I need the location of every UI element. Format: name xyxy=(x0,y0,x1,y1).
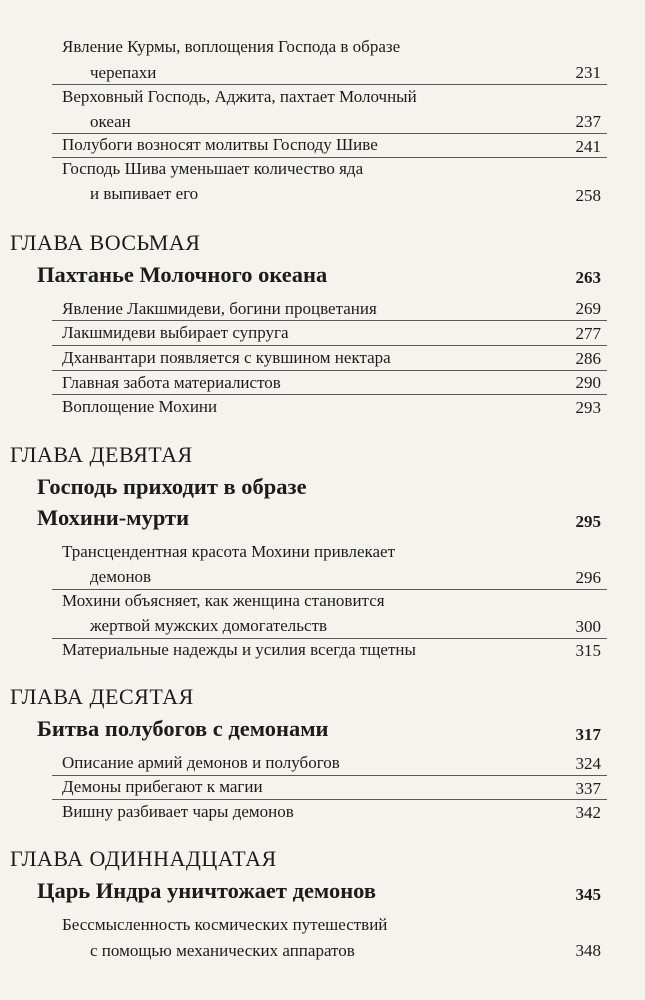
chapter-heading: ГЛАВА ДЕВЯТАЯ xyxy=(10,442,193,467)
toc-entry-text: черепахи xyxy=(90,63,157,82)
toc-entry-text: Главная забота материалистов xyxy=(62,373,281,392)
toc-entry-page: 324 xyxy=(575,754,601,773)
toc-entry-page: 286 xyxy=(575,349,601,368)
chapter-page: 345 xyxy=(575,885,601,904)
toc-entry-page: 258 xyxy=(575,186,601,205)
toc-entry-text: с помощью механических аппаратов xyxy=(90,941,355,960)
chapter-heading: ГЛАВА ВОСЬМАЯ xyxy=(10,230,201,255)
toc-entry-text: Явление Курмы, воплощения Господа в образе xyxy=(62,37,401,56)
toc-entry-page: 300 xyxy=(575,617,601,636)
toc-entry-page: 237 xyxy=(575,112,601,131)
toc-entry-text: океан xyxy=(90,112,131,131)
chapter-page: 263 xyxy=(575,268,601,287)
toc-entry-page: 342 xyxy=(575,803,601,822)
toc-entry-text: Трансцендентная красота Мохини привлекает xyxy=(62,542,396,561)
chapter-page: 295 xyxy=(575,512,601,531)
toc-entry-text: Лакшмидеви выбирает супруга xyxy=(62,323,289,342)
chapter-title: Мохини-мурти xyxy=(37,505,190,530)
toc-entry-text: Господь Шива уменьшает количество яда xyxy=(62,159,364,178)
toc-entry-text: Материальные надежды и усилия всегда тщетны xyxy=(62,640,416,659)
chapter-heading: ГЛАВА ДЕСЯТАЯ xyxy=(10,684,194,709)
toc-entry-page: 337 xyxy=(575,779,601,798)
toc-entry-text: Воплощение Мохини xyxy=(62,397,218,416)
toc-entry-text: Бессмысленность космических путешествий xyxy=(62,915,388,934)
toc-entry-text: Дханвантари появляется с кувшином нектара xyxy=(62,348,391,367)
chapter-heading: ГЛАВА ОДИННАДЦАТАЯ xyxy=(10,846,277,871)
toc-entry-page: 296 xyxy=(575,568,601,587)
toc-entry-text: и выпивает его xyxy=(90,184,199,203)
toc-entry-page: 315 xyxy=(575,641,601,660)
chapter-page: 317 xyxy=(575,725,601,744)
toc-entry-page: 241 xyxy=(575,137,601,156)
chapter-title: Царь Индра уничтожает демонов xyxy=(37,878,377,903)
toc-entry-text: Мохини объясняет, как женщина становится xyxy=(62,591,385,610)
toc-entry-text: Описание армий демонов и полубогов xyxy=(62,753,340,772)
chapter-title: Битва полубогов с демонами xyxy=(37,716,329,741)
chapter-title: Господь приходит в образе xyxy=(37,474,307,499)
chapter-title: Пахтанье Молочного океана xyxy=(37,262,328,287)
toc-entry-page: 293 xyxy=(575,398,601,417)
toc-entry-text: демонов xyxy=(90,567,152,586)
toc-entry-text: жертвой мужских домогательств xyxy=(90,616,328,635)
toc-entry-text: Вишну разбивает чары демонов xyxy=(62,802,294,821)
toc-entry-page: 269 xyxy=(575,299,601,318)
toc-entry-text: Явление Лакшмидеви, богини процветания xyxy=(62,299,377,318)
toc-entry-text: Верховный Господь, Аджита, пахтает Молочный xyxy=(62,87,417,106)
toc-entry-text: Полубоги возносят молитвы Господу Шиве xyxy=(62,135,378,154)
toc-entry-page: 231 xyxy=(575,63,601,82)
toc-entry-page: 277 xyxy=(575,324,601,343)
toc-entry-text: Демоны прибегают к магии xyxy=(62,777,263,796)
toc-entry-page: 290 xyxy=(575,373,601,392)
toc-entry-page: 348 xyxy=(575,941,601,960)
